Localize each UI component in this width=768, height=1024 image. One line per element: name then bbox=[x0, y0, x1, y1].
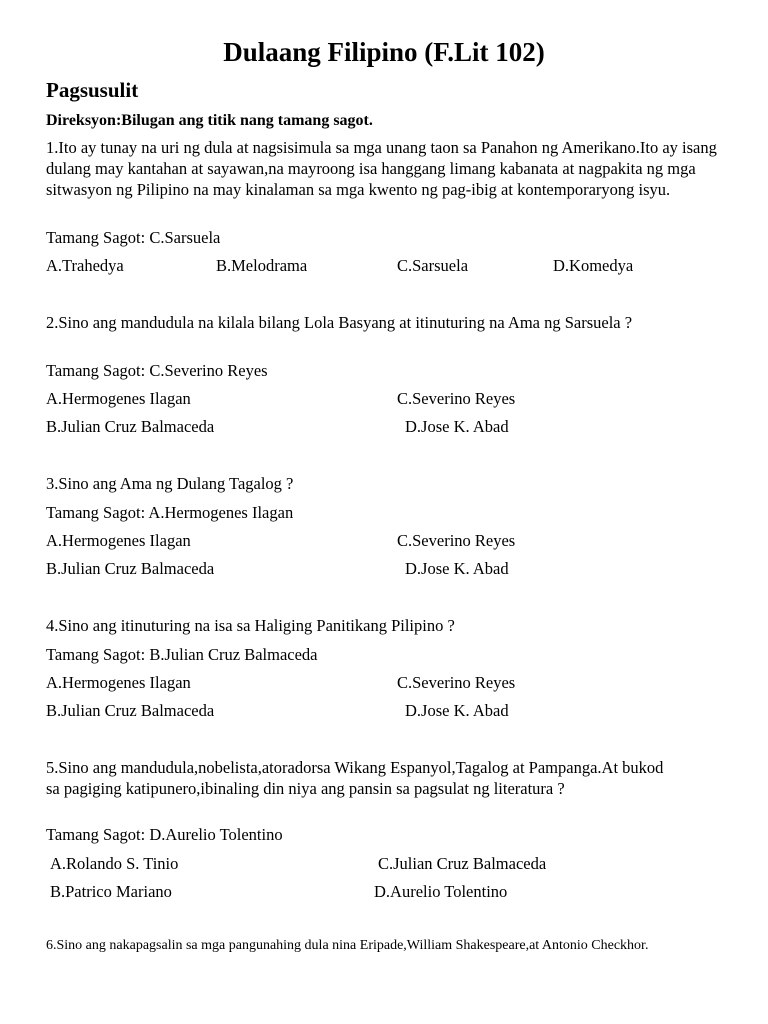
question-1-choice-c: C.Sarsuela bbox=[397, 256, 469, 275]
question-1-answer: Tamang Sagot: C.Sarsuela bbox=[46, 228, 221, 247]
question-5-answer: Tamang Sagot: D.Aurelio Tolentino bbox=[46, 825, 283, 844]
question-3-choice-d: D.Jose K. Abad bbox=[405, 559, 509, 578]
question-3-choice-c: C.Severino Reyes bbox=[397, 531, 516, 550]
question-3-text: 3.Sino ang Ama ng Dulang Tagalog ? bbox=[46, 474, 294, 493]
question-1-choice-b: B.Melodrama bbox=[216, 256, 308, 275]
question-1-text: 1.Ito ay tunay na uri ng dula at nagsisimula sa mga unang taon sa Panahon ng Amerikano.Ito ay isang dulang may kantahan at sayawan,na mayroong isa hanggang limang kabanata at nagpakita ng mga sitwasyon ng Pilipino na may kinalaman sa mga kwento ng pag-ibig at kontemporaryong isyu. bbox=[46, 138, 717, 199]
question-5-text: 5.Sino ang mandudula,nobelista,atoradorsa Wikang Espanyol,Tagalog at Pampanga.At bukod sa pagiging katipunero,ibinaling din niya ang pansin sa pagsulat ng literatura ? bbox=[46, 758, 664, 798]
section-heading: Pagsusulit bbox=[46, 78, 139, 102]
question-4-choice-c: C.Severino Reyes bbox=[397, 673, 516, 692]
question-5-choice-b: B.Patrico Mariano bbox=[50, 882, 172, 901]
question-2-choice-b: B.Julian Cruz Balmaceda bbox=[46, 417, 215, 436]
question-4-answer: Tamang Sagot: B.Julian Cruz Balmaceda bbox=[46, 645, 318, 664]
question-5-choice-d: D.Aurelio Tolentino bbox=[374, 882, 508, 901]
directions: Direksyon:Bilugan ang titik nang tamang sagot. bbox=[46, 112, 373, 129]
question-1-choice-a: A.Trahedya bbox=[46, 256, 124, 275]
question-5-choice-a: A.Rolando S. Tinio bbox=[50, 854, 179, 873]
question-2-choice-d: D.Jose K. Abad bbox=[405, 417, 509, 436]
question-2-answer: Tamang Sagot: C.Severino Reyes bbox=[46, 361, 268, 380]
question-3-choice-b: B.Julian Cruz Balmaceda bbox=[46, 559, 215, 578]
question-2-choice-c: C.Severino Reyes bbox=[397, 389, 516, 408]
question-2-text: 2.Sino ang mandudula na kilala bilang Lola Basyang at itinuturing na Ama ng Sarsuela ? bbox=[46, 313, 633, 332]
question-4-choice-d: D.Jose K. Abad bbox=[405, 701, 509, 720]
question-3-choice-a: A.Hermogenes Ilagan bbox=[46, 531, 191, 550]
page-title: Dulaang Filipino (F.Lit 102) bbox=[223, 37, 545, 67]
question-4-choice-b: B.Julian Cruz Balmaceda bbox=[46, 701, 215, 720]
question-6-text: 6.Sino ang nakapagsalin sa mga pangunahing dula nina Eripade,William Shakespeare,at Antonio Checkhor. bbox=[46, 938, 649, 953]
question-4-choice-a: A.Hermogenes Ilagan bbox=[46, 673, 191, 692]
question-2-choice-a: A.Hermogenes Ilagan bbox=[46, 389, 191, 408]
question-1-choice-d: D.Komedya bbox=[553, 256, 634, 275]
question-3-answer: Tamang Sagot: A.Hermogenes Ilagan bbox=[46, 503, 294, 522]
question-4-text: 4.Sino ang itinuturing na isa sa Haliging Panitikang Pilipino ? bbox=[46, 616, 455, 635]
question-5-choice-c: C.Julian Cruz Balmaceda bbox=[378, 854, 547, 873]
